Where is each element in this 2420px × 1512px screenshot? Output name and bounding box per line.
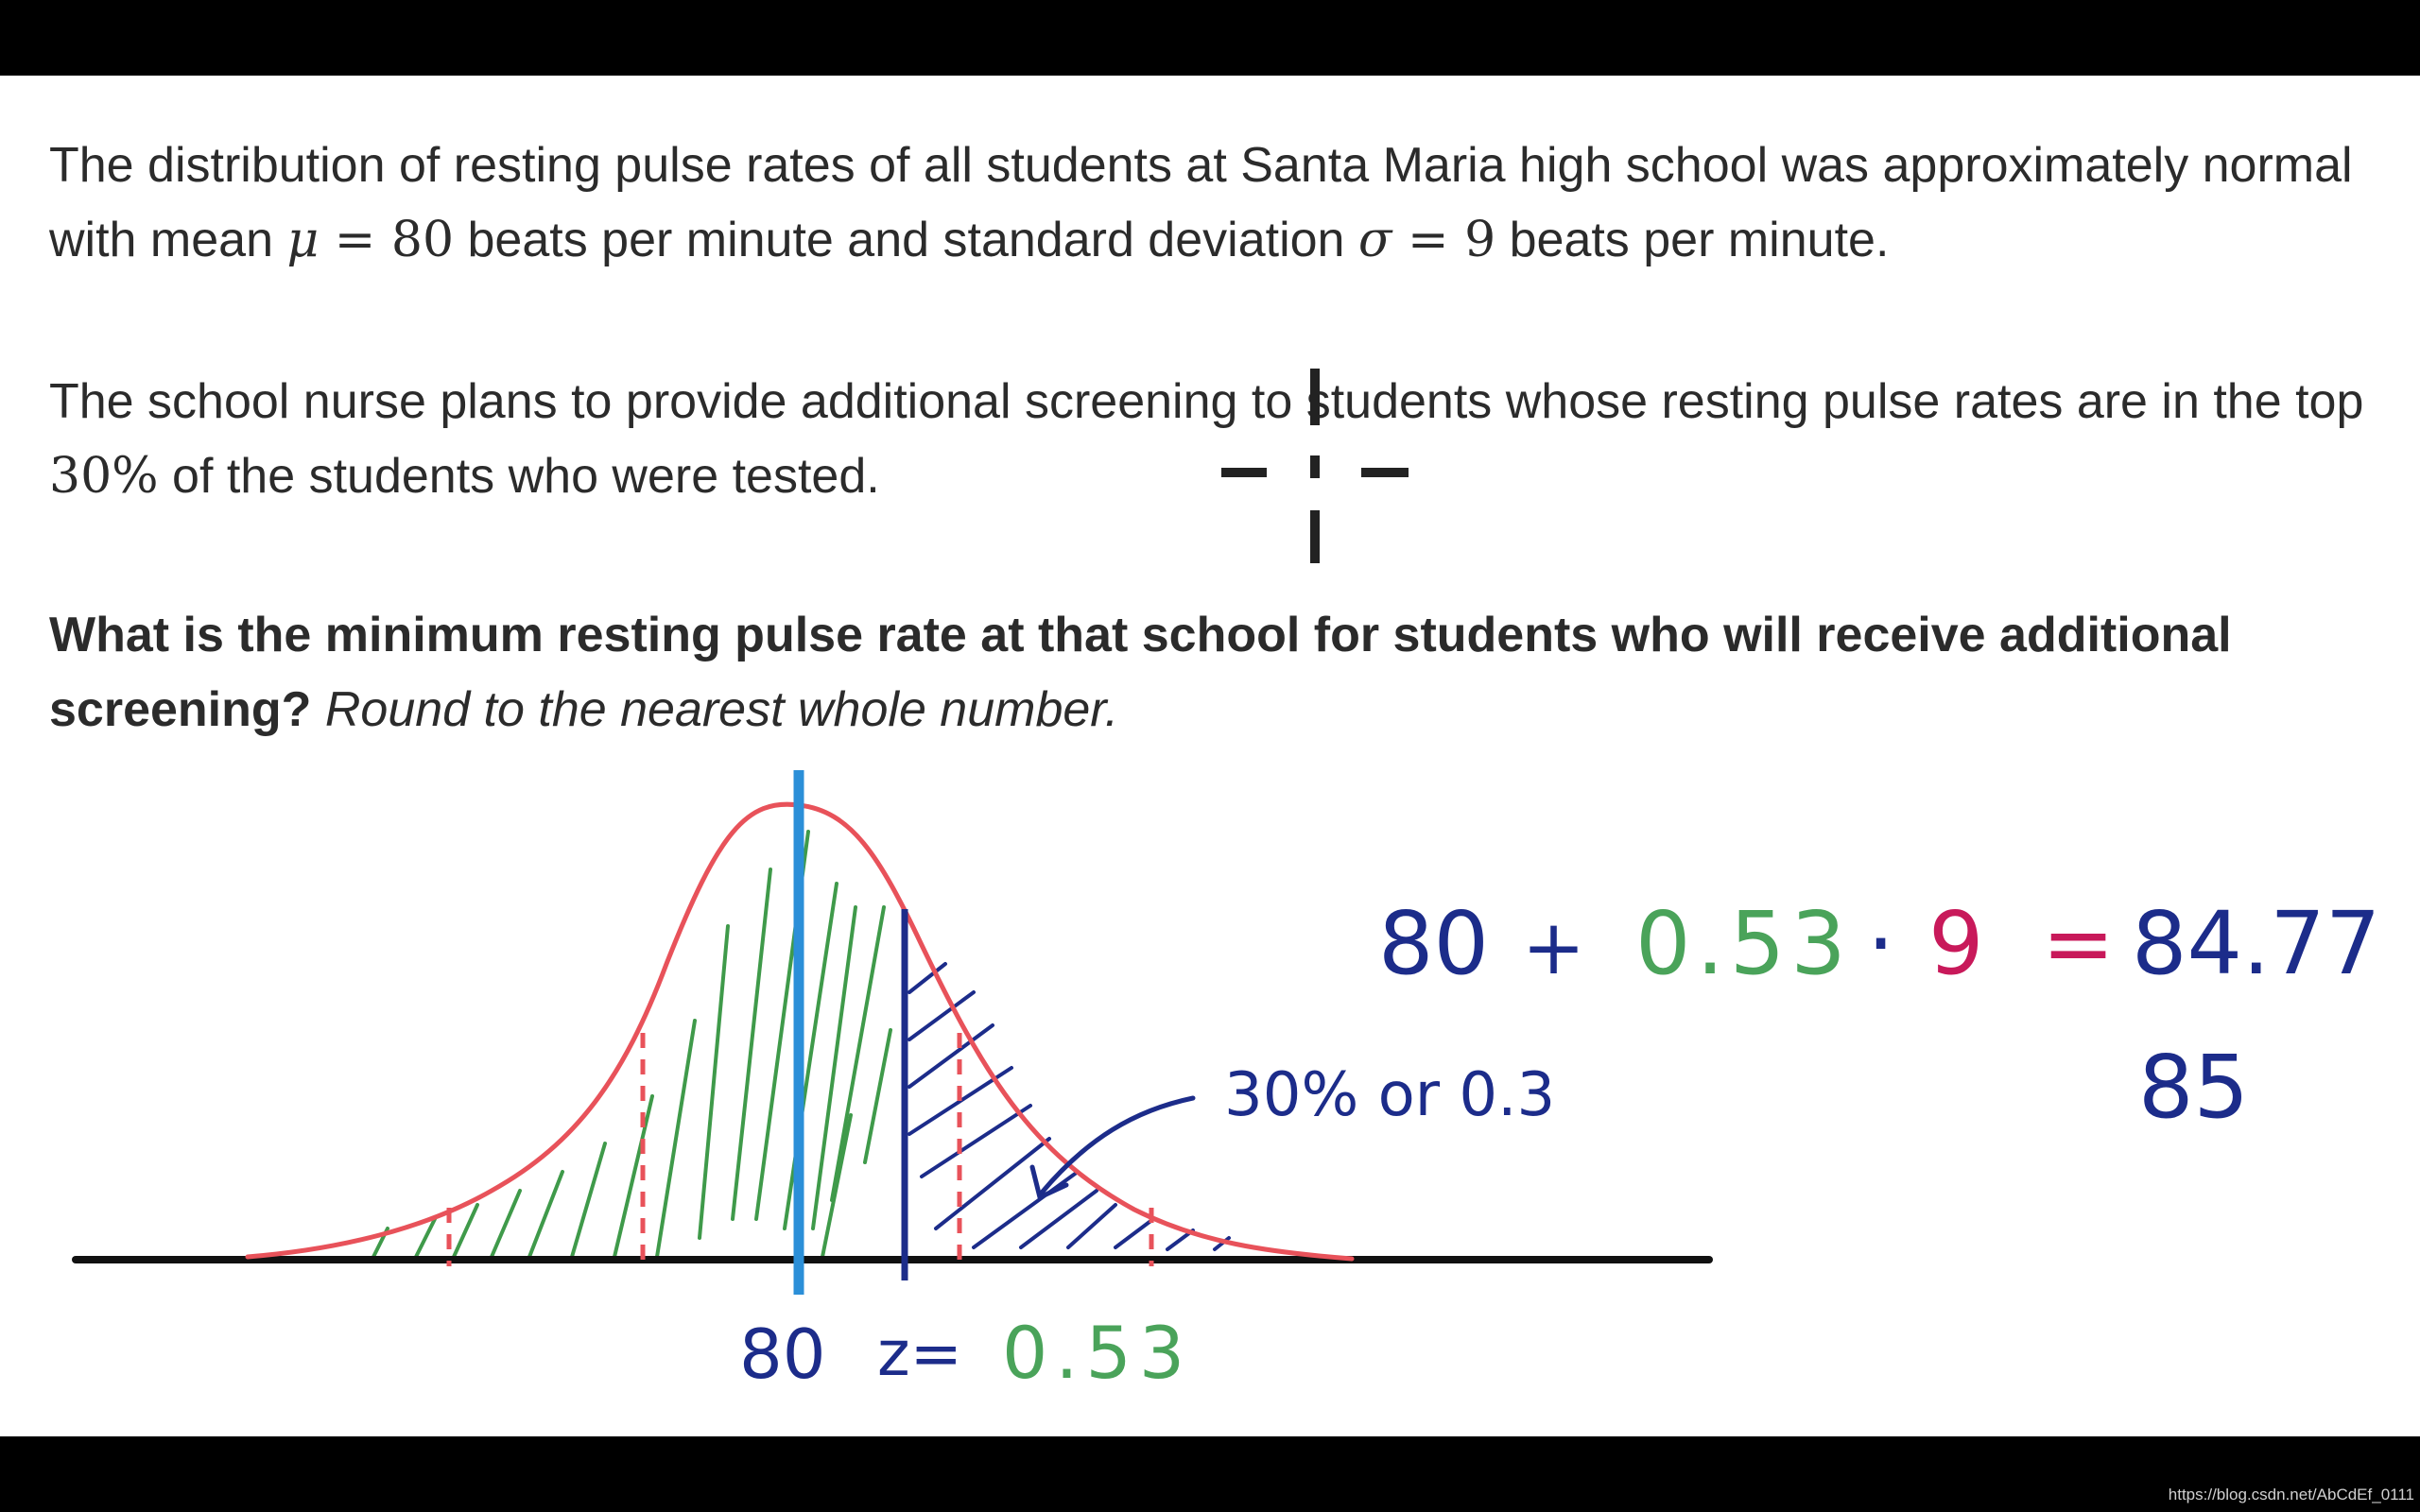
hatch-stroke [936, 1139, 1049, 1228]
hatch-stroke [492, 1191, 520, 1257]
hatch-stroke [974, 1172, 1078, 1247]
rounded-answer: 85 [2138, 1037, 2250, 1138]
hatch-stroke [572, 1143, 605, 1257]
question-text: What is the minimum resting pulse rate at that school for students who will receive additional screening? [49, 608, 2232, 737]
text-segment: of the students who were tested. [158, 449, 880, 504]
hatch-stroke [785, 884, 837, 1228]
mu-symbol: μ [286, 212, 320, 268]
instruction-text: Round to the nearest whole number. [324, 682, 1119, 737]
hatch-stroke [657, 1021, 695, 1257]
top-percent: 30% [49, 448, 159, 505]
mean-label: 80 [739, 1314, 826, 1394]
equation-dot: · [1867, 893, 1895, 994]
hatch-stroke [865, 1030, 890, 1162]
equation-sd: 9 [1928, 893, 1984, 994]
hatch-stroke [454, 1205, 477, 1257]
equation-z: 0.53 [1635, 893, 1852, 994]
equation-plus: + [1522, 903, 1586, 991]
equals-sign: = [319, 212, 391, 268]
hatch-stroke [1068, 1205, 1115, 1247]
hatch-stroke [614, 1096, 652, 1257]
sd-value: 9 [1464, 212, 1496, 268]
mean-value: 80 [390, 212, 455, 268]
sigma-symbol: σ [1357, 212, 1392, 268]
hatch-stroke [832, 907, 884, 1200]
equals-sign: = [1392, 212, 1465, 268]
text-segment: The school nurse plans to provide additional screening to students whose resting pulse rates are in the top [49, 374, 2364, 429]
equation-mean: 80 [1378, 893, 1490, 994]
watermark: https://blog.csdn.net/AbCdEf_0111 [2168, 1486, 2414, 1503]
hatch-stroke [1115, 1219, 1153, 1247]
z-label: z= [877, 1317, 962, 1390]
bottom-letterbox-bar [0, 1436, 2420, 1512]
text-segment: The distribution of resting pulse rates of all students at Santa Maria high school was approximately normal with mean [49, 138, 2353, 267]
text-segment: beats per minute. [1495, 213, 1890, 267]
equation-equals: = [2042, 893, 2116, 994]
text-segment: beats per minute and standard deviation [454, 213, 1358, 267]
area-label: 30% or 0.3 [1224, 1060, 1556, 1130]
hatch-stroke [1021, 1191, 1097, 1247]
hatch-stroke [529, 1172, 562, 1257]
area-arrow [1042, 1098, 1193, 1193]
hatch-stroke [700, 926, 728, 1238]
z-value: 0.53 [1002, 1311, 1193, 1395]
equation-result: 84.77 [2132, 893, 2381, 994]
